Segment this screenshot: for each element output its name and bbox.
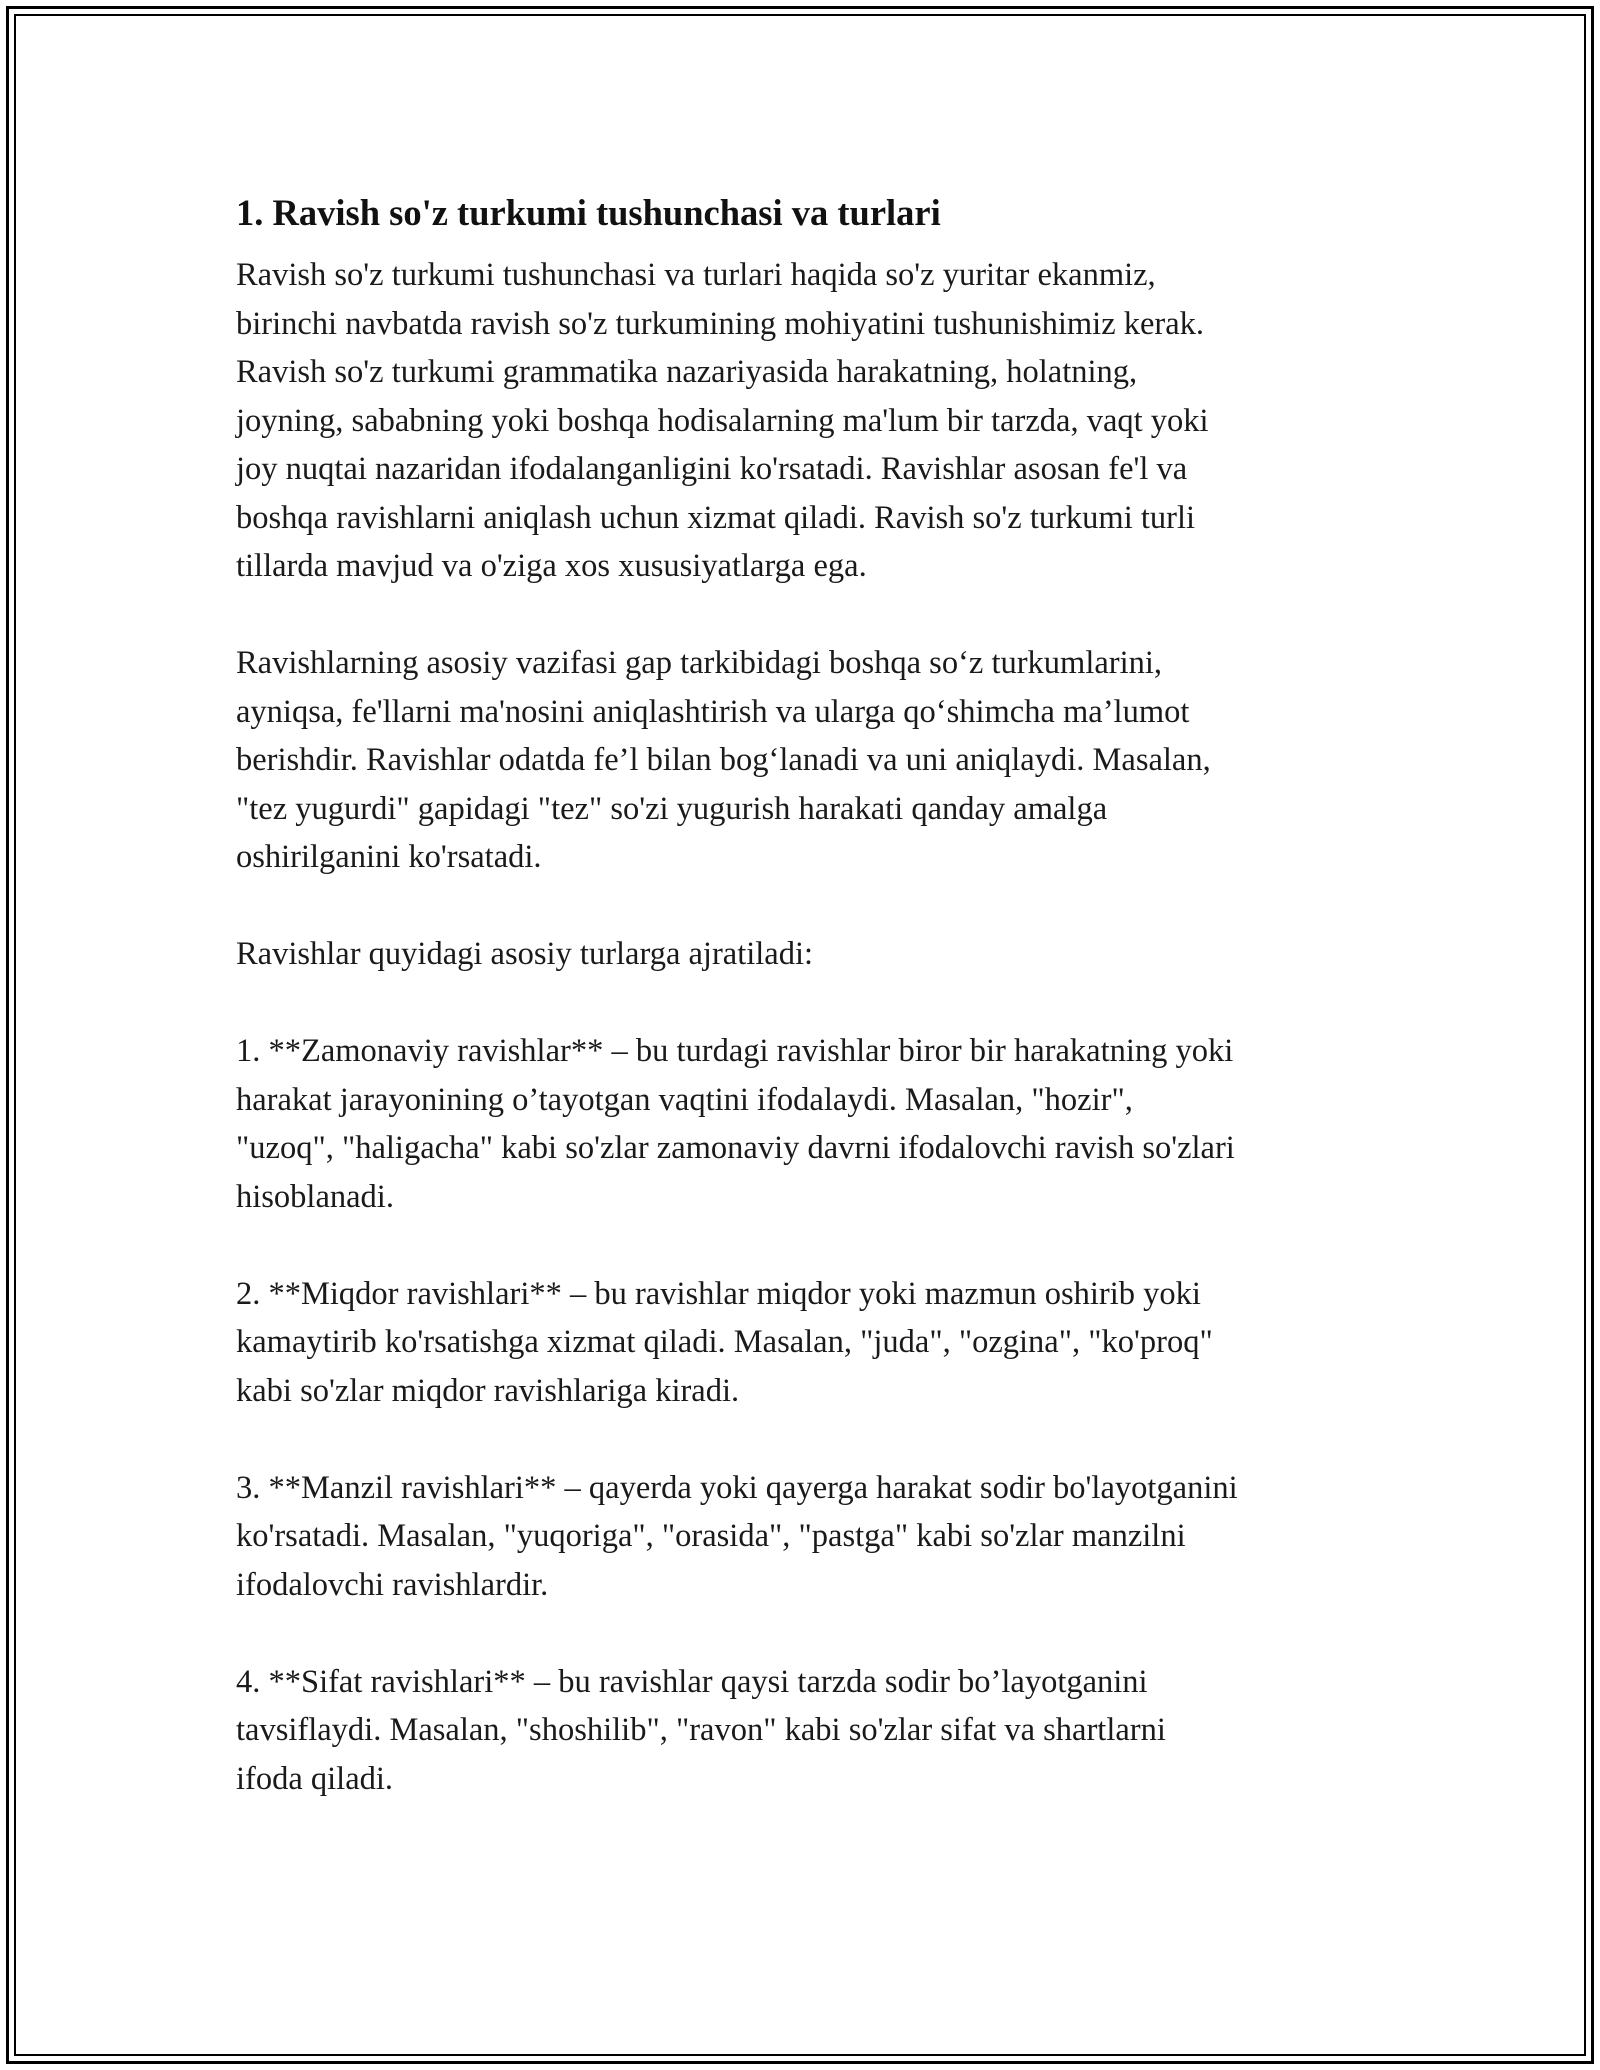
list-item-manner-adverbs: 4. **Sifat ravishlari** – bu ravishlar qaysi tarzda sodir bo’layotganini tavsiflaydi. Masalan, "shoshilib", "ravon" kabi so'zlar sifat va shartlarni ifoda qiladi.	[236, 1663, 1166, 1797]
list-item-place-adverbs: 3. **Manzil ravishlari** – qayerda yoki qayerga harakat sodir bo'layotganini ko'rsatadi. Masalan, "yuqoriga", "orasida", "pastga" kabi so'zlar manzilni ifodalovchi ravishlardir.	[236, 1469, 1238, 1603]
function-paragraph: Ravishlarning asosiy vazifasi gap tarkibidagi boshqa so‘z turkumlarini, ayniqsa, fe'llarni ma'nosini aniqlashtirish va ularga qo‘shimcha ma’lumot berishdir. Ravishlar odatda fe’l bilan bog‘lanadi va uni aniqlaydi. Masalan, "tez yugurdi" gapidagi "tez" so'zi yugurish harakati qanday amalga oshirilganini ko'rsatadi.	[236, 645, 1211, 875]
list-item-quantity-adverbs: 2. **Miqdor ravishlari** – bu ravishlar miqdor yoki mazmun oshirib yoki kamaytirib ko'rsatishga xizmat qiladi. Masalan, "juda", "ozgina", "ko'proq" kabi so'zlar miqdor ravishlariga kiradi.	[236, 1275, 1213, 1409]
list-item-time-adverbs: 1. **Zamonaviy ravishlar** – bu turdagi ravishlar biror bir harakatning yoki harakat jarayonining o’tayotgan vaqtini ifodalaydi. Masalan, "hozir", "uzoq", "haligacha" kabi so'zlar zamonaviy davrni ifodalovchi ravish so'zlari hisoblanadi.	[236, 1033, 1235, 1215]
section-heading: 1. Ravish so'z turkumi tushunchasi va turlari	[236, 192, 941, 233]
intro-paragraph: Ravish so'z turkumi tushunchasi va turlari haqida so'z yuritar ekanmiz, birinchi navbatda ravish so'z turkumining mohiyatini tushunishimiz kerak. Ravish so'z turkumi grammatika nazariyasida harakatning, holatning, joyning, sababning yoki boshqa hodisalarning ma'lum bir tarzda, vaqt yoki joy nuqtai nazaridan ifodalanganligini ko'rsatadi. Ravishlar asosan fe'l va boshqa ravishlarni aniqlash uchun xizmat qiladi. Ravish so'z turkumi turli tillarda mavjud va o'ziga xos xususiyatlarga ega.	[236, 257, 1209, 584]
types-intro-paragraph: Ravishlar quyidagi asosiy turlarga ajratiladi:	[236, 936, 814, 972]
document-body	[236, 187, 1376, 1803]
